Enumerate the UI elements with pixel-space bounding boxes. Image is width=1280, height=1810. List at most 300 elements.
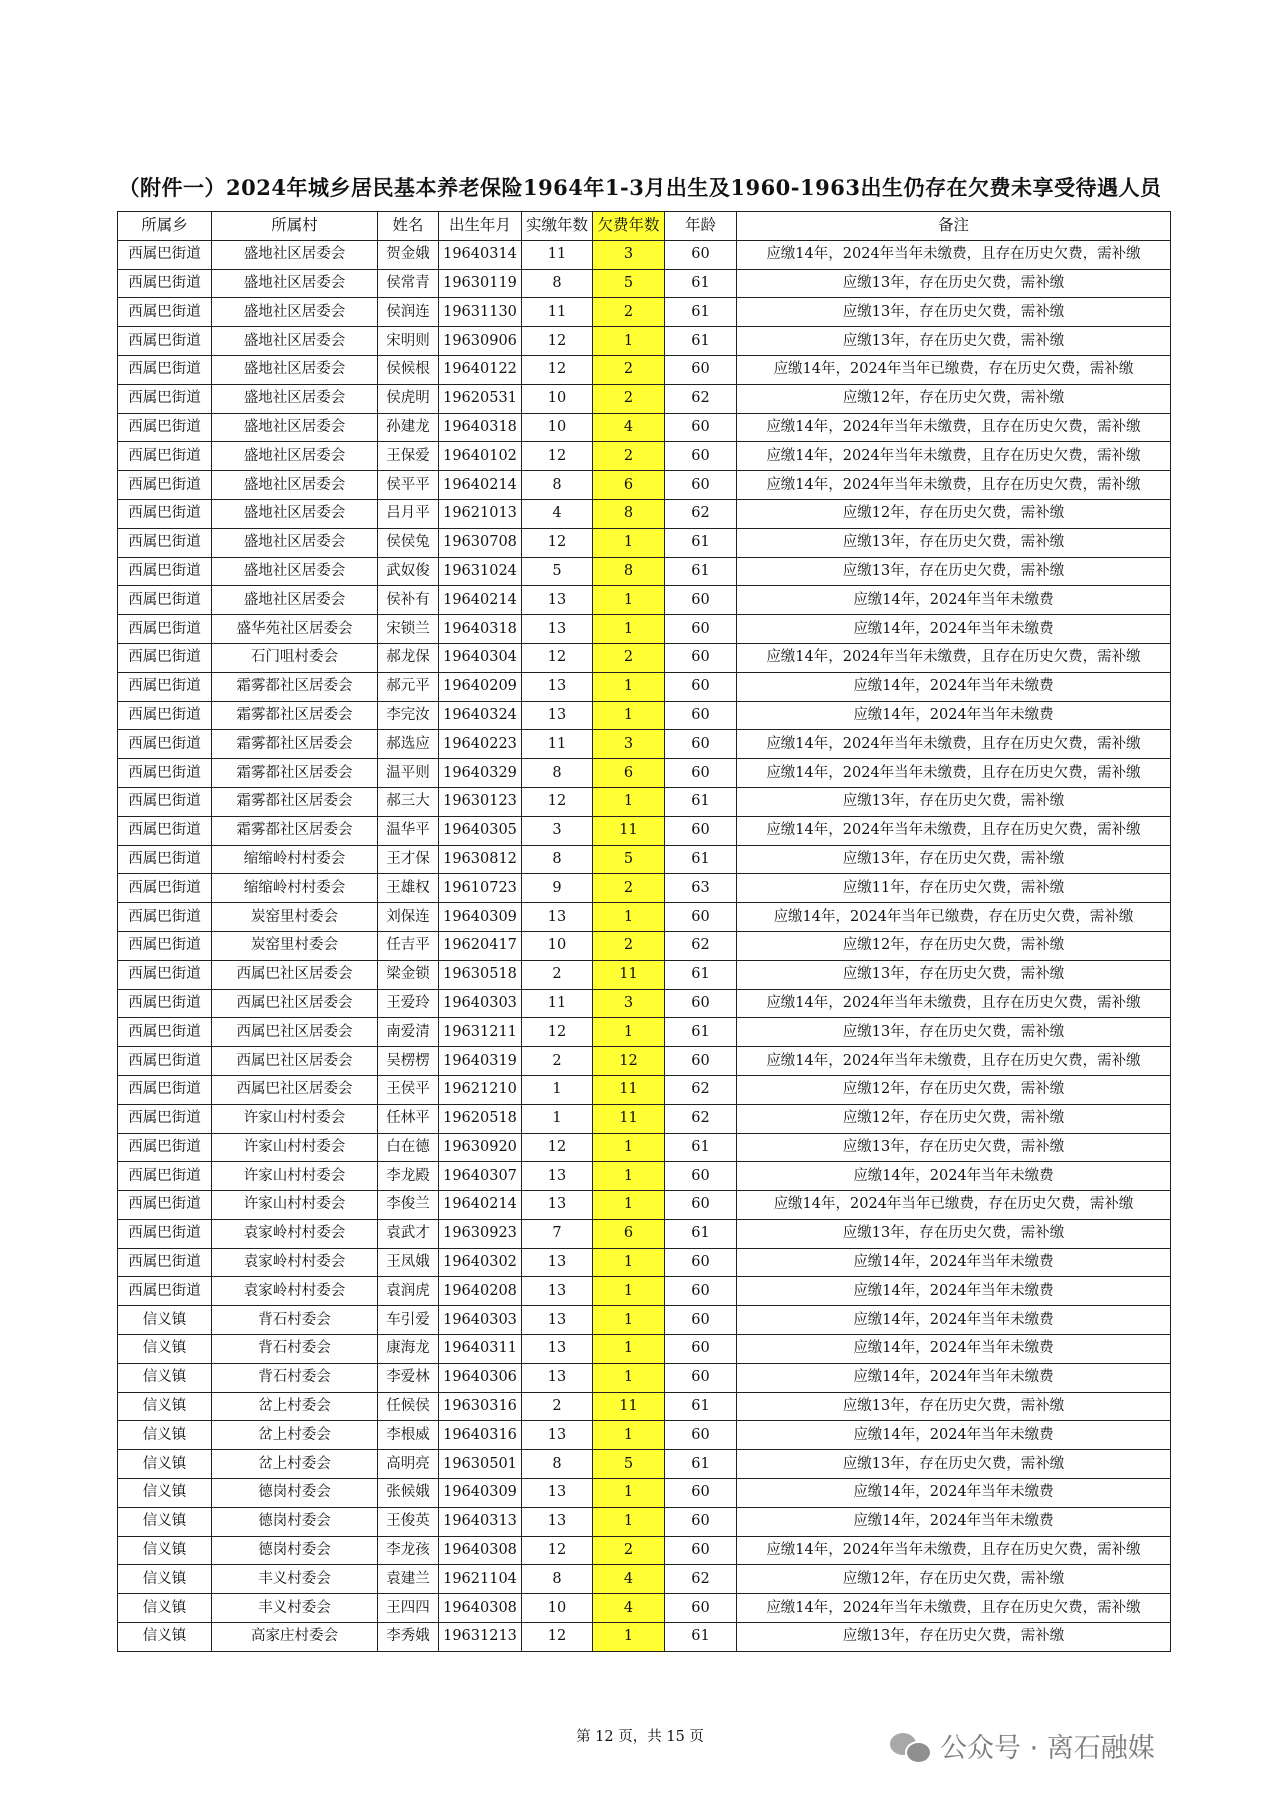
cell-name: 任林平 (378, 1104, 439, 1133)
table-row (118, 787, 1171, 816)
cell-age: 61 (665, 1450, 737, 1479)
cell-age: 62 (665, 1565, 737, 1594)
table-row (118, 1421, 1171, 1450)
cell-birth-date: 19631213 (439, 1623, 522, 1652)
cell-township: 信义镇 (118, 1363, 212, 1392)
header-township: 所属乡 (118, 212, 212, 241)
cell-township: 信义镇 (118, 1392, 212, 1421)
cell-paid-years: 12 (522, 442, 593, 471)
cell-remarks: 应缴14年，2024年当年已缴费，存在历史欠费，需补缴 (737, 1191, 1171, 1220)
cell-village: 霜雾都社区居委会 (212, 672, 378, 701)
cell-paid-years: 11 (522, 730, 593, 759)
cell-age: 60 (665, 1536, 737, 1565)
cell-birth-date: 19630906 (439, 327, 522, 356)
cell-village: 袁家岭村村委会 (212, 1277, 378, 1306)
cell-remarks: 应缴14年，2024年当年未缴费，且存在历史欠费，需补缴 (737, 1536, 1171, 1565)
table-row (118, 1277, 1171, 1306)
cell-birth-date: 19640314 (439, 240, 522, 269)
cell-paid-years: 13 (522, 1162, 593, 1191)
cell-age: 62 (665, 1104, 737, 1133)
cell-township: 西属巴街道 (118, 1047, 212, 1076)
cell-remarks: 应缴13年，存在历史欠费，需补缴 (737, 1018, 1171, 1047)
cell-arrears-years: 11 (593, 816, 665, 845)
cell-village: 岔上村委会 (212, 1392, 378, 1421)
cell-township: 西属巴街道 (118, 672, 212, 701)
table-row (118, 1392, 1171, 1421)
cell-village: 盛地社区居委会 (212, 557, 378, 586)
cell-name: 武奴俊 (378, 557, 439, 586)
cell-name: 王雄权 (378, 874, 439, 903)
cell-remarks: 应缴14年，2024年当年已缴费，存在历史欠费，需补缴 (737, 903, 1171, 932)
cell-age: 61 (665, 787, 737, 816)
cell-name: 李龙孩 (378, 1536, 439, 1565)
cell-arrears-years: 1 (593, 1507, 665, 1536)
cell-arrears-years: 12 (593, 1047, 665, 1076)
cell-arrears-years: 1 (593, 1363, 665, 1392)
cell-village: 霜雾都社区居委会 (212, 787, 378, 816)
cell-age: 60 (665, 1421, 737, 1450)
cell-birth-date: 19640209 (439, 672, 522, 701)
cell-name: 郝元平 (378, 672, 439, 701)
cell-age: 60 (665, 643, 737, 672)
cell-village: 霜雾都社区居委会 (212, 816, 378, 845)
cell-remarks: 应缴13年，存在历史欠费，需补缴 (737, 269, 1171, 298)
cell-birth-date: 19640303 (439, 989, 522, 1018)
table-row (118, 816, 1171, 845)
cell-birth-date: 19631211 (439, 1018, 522, 1047)
table-row (118, 327, 1171, 356)
cell-village: 许家山村村委会 (212, 1104, 378, 1133)
cell-age: 60 (665, 1047, 737, 1076)
cell-name: 郝选应 (378, 730, 439, 759)
cell-township: 信义镇 (118, 1507, 212, 1536)
table-body (118, 240, 1171, 1651)
cell-remarks: 应缴14年，2024年当年未缴费 (737, 1479, 1171, 1508)
cell-township: 西属巴街道 (118, 759, 212, 788)
cell-birth-date: 19640318 (439, 413, 522, 442)
cell-township: 西属巴街道 (118, 1104, 212, 1133)
cell-township: 西属巴街道 (118, 355, 212, 384)
cell-arrears-years: 2 (593, 298, 665, 327)
table-row (118, 1047, 1171, 1076)
cell-remarks: 应缴14年，2024年当年未缴费，且存在历史欠费，需补缴 (737, 730, 1171, 759)
cell-remarks: 应缴12年，存在历史欠费，需补缴 (737, 499, 1171, 528)
cell-arrears-years: 2 (593, 874, 665, 903)
cell-name: 郝三大 (378, 787, 439, 816)
cell-paid-years: 13 (522, 1479, 593, 1508)
cell-name: 侯侯兔 (378, 528, 439, 557)
cell-township: 西属巴街道 (118, 1248, 212, 1277)
table-row (118, 1594, 1171, 1623)
cell-name: 温华平 (378, 816, 439, 845)
cell-birth-date: 19630708 (439, 528, 522, 557)
cell-age: 60 (665, 240, 737, 269)
cell-age: 60 (665, 1248, 737, 1277)
cell-name: 宋明则 (378, 327, 439, 356)
cell-arrears-years: 4 (593, 413, 665, 442)
table-row (118, 845, 1171, 874)
header-arrears-years: 欠费年数 (593, 212, 665, 241)
cell-arrears-years: 6 (593, 471, 665, 500)
cell-arrears-years: 6 (593, 1219, 665, 1248)
cell-name: 王凤娥 (378, 1248, 439, 1277)
table-row (118, 1133, 1171, 1162)
table-row (118, 1248, 1171, 1277)
cell-township: 西属巴街道 (118, 903, 212, 932)
cell-age: 62 (665, 384, 737, 413)
cell-remarks: 应缴13年，存在历史欠费，需补缴 (737, 787, 1171, 816)
cell-age: 62 (665, 931, 737, 960)
cell-birth-date: 19621013 (439, 499, 522, 528)
table-row (118, 759, 1171, 788)
cell-paid-years: 13 (522, 1277, 593, 1306)
table-row (118, 442, 1171, 471)
cell-birth-date: 19640302 (439, 1248, 522, 1277)
cell-birth-date: 19640303 (439, 1306, 522, 1335)
cell-age: 61 (665, 845, 737, 874)
cell-name: 孙建龙 (378, 413, 439, 442)
cell-birth-date: 19630119 (439, 269, 522, 298)
table-row (118, 874, 1171, 903)
table-row (118, 1479, 1171, 1508)
cell-paid-years: 13 (522, 1363, 593, 1392)
cell-birth-date: 19640307 (439, 1162, 522, 1191)
cell-village: 霜雾都社区居委会 (212, 730, 378, 759)
cell-paid-years: 8 (522, 471, 593, 500)
cell-birth-date: 19640214 (439, 1191, 522, 1220)
cell-remarks: 应缴13年，存在历史欠费，需补缴 (737, 1623, 1171, 1652)
cell-village: 袁家岭村村委会 (212, 1248, 378, 1277)
cell-village: 炭窑里村委会 (212, 931, 378, 960)
cell-paid-years: 13 (522, 1306, 593, 1335)
cell-remarks: 应缴14年，2024年当年未缴费，且存在历史欠费，需补缴 (737, 471, 1171, 500)
cell-age: 60 (665, 1479, 737, 1508)
cell-village: 霜雾都社区居委会 (212, 701, 378, 730)
watermark-text: 公众号 · 离石融媒 (940, 1732, 1155, 1764)
cell-paid-years: 8 (522, 269, 593, 298)
cell-paid-years: 11 (522, 240, 593, 269)
cell-birth-date: 19640122 (439, 355, 522, 384)
cell-village: 西属巴社区居委会 (212, 989, 378, 1018)
cell-arrears-years: 8 (593, 499, 665, 528)
cell-paid-years: 10 (522, 384, 593, 413)
cell-paid-years: 8 (522, 1565, 593, 1594)
cell-age: 61 (665, 1219, 737, 1248)
cell-age: 60 (665, 615, 737, 644)
cell-name: 王俊英 (378, 1507, 439, 1536)
cell-village: 德岗村委会 (212, 1507, 378, 1536)
cell-name: 袁建兰 (378, 1565, 439, 1594)
page-number: 第 12 页，共 15 页 (576, 1729, 704, 1745)
cell-birth-date: 19640214 (439, 471, 522, 500)
cell-village: 背石村委会 (212, 1335, 378, 1364)
cell-remarks: 应缴14年，2024年当年未缴费，且存在历史欠费，需补缴 (737, 413, 1171, 442)
cell-paid-years: 11 (522, 989, 593, 1018)
arrears-roster-table (117, 211, 1171, 1652)
table-row (118, 1335, 1171, 1364)
cell-arrears-years: 1 (593, 1133, 665, 1162)
cell-arrears-years: 1 (593, 672, 665, 701)
cell-township: 西属巴街道 (118, 1133, 212, 1162)
cell-paid-years: 13 (522, 1191, 593, 1220)
cell-name: 南爱清 (378, 1018, 439, 1047)
cell-remarks: 应缴14年，2024年当年未缴费，且存在历史欠费，需补缴 (737, 643, 1171, 672)
cell-village: 高家庄村委会 (212, 1623, 378, 1652)
cell-name: 李根威 (378, 1421, 439, 1450)
cell-age: 60 (665, 355, 737, 384)
cell-township: 西属巴街道 (118, 471, 212, 500)
cell-name: 李爱林 (378, 1363, 439, 1392)
cell-age: 63 (665, 874, 737, 903)
cell-village: 盛地社区居委会 (212, 499, 378, 528)
cell-remarks: 应缴12年，存在历史欠费，需补缴 (737, 384, 1171, 413)
cell-remarks: 应缴14年，2024年当年未缴费，且存在历史欠费，需补缴 (737, 759, 1171, 788)
cell-arrears-years: 8 (593, 557, 665, 586)
table-row (118, 960, 1171, 989)
cell-village: 德岗村委会 (212, 1536, 378, 1565)
header-name: 姓名 (378, 212, 439, 241)
table-row (118, 1507, 1171, 1536)
cell-remarks: 应缴14年，2024年当年未缴费 (737, 1248, 1171, 1277)
cell-village: 许家山村村委会 (212, 1133, 378, 1162)
cell-remarks: 应缴13年，存在历史欠费，需补缴 (737, 557, 1171, 586)
cell-township: 西属巴街道 (118, 989, 212, 1018)
cell-birth-date: 19640223 (439, 730, 522, 759)
table-row (118, 528, 1171, 557)
cell-birth-date: 19621104 (439, 1565, 522, 1594)
cell-paid-years: 8 (522, 759, 593, 788)
table-row (118, 701, 1171, 730)
cell-birth-date: 19620518 (439, 1104, 522, 1133)
cell-name: 王才保 (378, 845, 439, 874)
cell-name: 侯常青 (378, 269, 439, 298)
cell-paid-years: 12 (522, 1536, 593, 1565)
cell-birth-date: 19640309 (439, 903, 522, 932)
cell-name: 侯候根 (378, 355, 439, 384)
cell-age: 60 (665, 1594, 737, 1623)
cell-birth-date: 19630920 (439, 1133, 522, 1162)
cell-age: 60 (665, 989, 737, 1018)
cell-name: 袁武才 (378, 1219, 439, 1248)
cell-arrears-years: 11 (593, 1392, 665, 1421)
cell-arrears-years: 1 (593, 1018, 665, 1047)
cell-village: 岔上村委会 (212, 1421, 378, 1450)
cell-remarks: 应缴14年，2024年当年已缴费，存在历史欠费，需补缴 (737, 355, 1171, 384)
cell-age: 60 (665, 759, 737, 788)
cell-name: 李俊兰 (378, 1191, 439, 1220)
cell-township: 信义镇 (118, 1594, 212, 1623)
cell-township: 西属巴街道 (118, 298, 212, 327)
cell-birth-date: 19630812 (439, 845, 522, 874)
cell-age: 60 (665, 442, 737, 471)
cell-paid-years: 8 (522, 1450, 593, 1479)
cell-township: 西属巴街道 (118, 931, 212, 960)
table-row (118, 499, 1171, 528)
cell-remarks: 应缴12年，存在历史欠费，需补缴 (737, 931, 1171, 960)
cell-paid-years: 10 (522, 931, 593, 960)
cell-arrears-years: 11 (593, 1075, 665, 1104)
cell-township: 西属巴街道 (118, 499, 212, 528)
cell-arrears-years: 1 (593, 327, 665, 356)
cell-remarks: 应缴14年，2024年当年未缴费 (737, 615, 1171, 644)
cell-birth-date: 19630518 (439, 960, 522, 989)
cell-name: 王保爱 (378, 442, 439, 471)
cell-village: 缩缩岭村村委会 (212, 845, 378, 874)
cell-name: 宋锁兰 (378, 615, 439, 644)
table-row (118, 643, 1171, 672)
cell-remarks: 应缴14年，2024年当年未缴费 (737, 1421, 1171, 1450)
cell-village: 盛地社区居委会 (212, 355, 378, 384)
table-row (118, 557, 1171, 586)
cell-township: 西属巴街道 (118, 1018, 212, 1047)
table-row (118, 1565, 1171, 1594)
cell-birth-date: 19640316 (439, 1421, 522, 1450)
cell-paid-years: 11 (522, 298, 593, 327)
cell-township: 西属巴街道 (118, 816, 212, 845)
cell-age: 62 (665, 499, 737, 528)
cell-name: 李完汝 (378, 701, 439, 730)
cell-name: 李龙殿 (378, 1162, 439, 1191)
cell-village: 盛地社区居委会 (212, 442, 378, 471)
cell-village: 西属巴社区居委会 (212, 1047, 378, 1076)
page-title: （附件一）2024年城乡居民基本养老保险1964年1-3月出生及1960-1963出生仍存在欠费未享受待遇人员 (118, 175, 1162, 200)
cell-township: 西属巴街道 (118, 413, 212, 442)
cell-remarks: 应缴14年，2024年当年未缴费 (737, 1507, 1171, 1536)
cell-name: 吕月平 (378, 499, 439, 528)
cell-paid-years: 5 (522, 557, 593, 586)
cell-township: 西属巴街道 (118, 1162, 212, 1191)
cell-remarks: 应缴12年，存在历史欠费，需补缴 (737, 1075, 1171, 1104)
cell-name: 侯润连 (378, 298, 439, 327)
cell-village: 盛地社区居委会 (212, 240, 378, 269)
cell-township: 信义镇 (118, 1536, 212, 1565)
table-row (118, 1219, 1171, 1248)
cell-name: 车引爱 (378, 1306, 439, 1335)
cell-village: 许家山村村委会 (212, 1191, 378, 1220)
cell-township: 西属巴街道 (118, 1191, 212, 1220)
cell-paid-years: 13 (522, 615, 593, 644)
cell-arrears-years: 1 (593, 1162, 665, 1191)
wechat-official-account-icon (890, 1729, 930, 1761)
cell-arrears-years: 2 (593, 442, 665, 471)
cell-remarks: 应缴14年，2024年当年未缴费 (737, 1363, 1171, 1392)
cell-name: 高明亮 (378, 1450, 439, 1479)
cell-village: 西属巴社区居委会 (212, 1075, 378, 1104)
cell-age: 60 (665, 1507, 737, 1536)
cell-arrears-years: 2 (593, 384, 665, 413)
cell-township: 西属巴街道 (118, 701, 212, 730)
cell-remarks: 应缴13年，存在历史欠费，需补缴 (737, 1450, 1171, 1479)
table-row (118, 586, 1171, 615)
cell-name: 侯平平 (378, 471, 439, 500)
table-row (118, 1191, 1171, 1220)
header-paid-years: 实缴年数 (522, 212, 593, 241)
cell-arrears-years: 1 (593, 586, 665, 615)
cell-name: 王侯平 (378, 1075, 439, 1104)
cell-age: 60 (665, 1277, 737, 1306)
cell-arrears-years: 1 (593, 1248, 665, 1277)
cell-village: 盛地社区居委会 (212, 384, 378, 413)
cell-age: 60 (665, 1162, 737, 1191)
cell-arrears-years: 1 (593, 903, 665, 932)
cell-age: 61 (665, 269, 737, 298)
cell-paid-years: 12 (522, 327, 593, 356)
cell-village: 许家山村村委会 (212, 1162, 378, 1191)
cell-arrears-years: 5 (593, 845, 665, 874)
cell-village: 西属巴社区居委会 (212, 1018, 378, 1047)
cell-name: 任候侯 (378, 1392, 439, 1421)
cell-birth-date: 19640308 (439, 1594, 522, 1623)
cell-township: 信义镇 (118, 1306, 212, 1335)
cell-village: 盛地社区居委会 (212, 413, 378, 442)
cell-birth-date: 19620531 (439, 384, 522, 413)
cell-age: 60 (665, 816, 737, 845)
table-row (118, 931, 1171, 960)
cell-village: 石门咀村委会 (212, 643, 378, 672)
cell-remarks: 应缴14年，2024年当年未缴费 (737, 1162, 1171, 1191)
cell-age: 61 (665, 1018, 737, 1047)
table-row (118, 269, 1171, 298)
header-village: 所属村 (212, 212, 378, 241)
cell-township: 西属巴街道 (118, 240, 212, 269)
cell-arrears-years: 1 (593, 701, 665, 730)
cell-township: 西属巴街道 (118, 384, 212, 413)
cell-age: 61 (665, 960, 737, 989)
cell-paid-years: 13 (522, 586, 593, 615)
cell-remarks: 应缴13年，存在历史欠费，需补缴 (737, 960, 1171, 989)
table-row (118, 615, 1171, 644)
cell-age: 60 (665, 701, 737, 730)
cell-arrears-years: 11 (593, 960, 665, 989)
table-row (118, 1363, 1171, 1392)
cell-arrears-years: 4 (593, 1594, 665, 1623)
cell-paid-years: 13 (522, 1507, 593, 1536)
cell-arrears-years: 1 (593, 615, 665, 644)
cell-village: 炭窑里村委会 (212, 903, 378, 932)
table-row (118, 240, 1171, 269)
cell-township: 信义镇 (118, 1479, 212, 1508)
cell-paid-years: 3 (522, 816, 593, 845)
cell-village: 盛地社区居委会 (212, 327, 378, 356)
cell-remarks: 应缴14年，2024年当年未缴费，且存在历史欠费，需补缴 (737, 1047, 1171, 1076)
cell-village: 盛地社区居委会 (212, 298, 378, 327)
cell-birth-date: 19630123 (439, 787, 522, 816)
cell-village: 霜雾都社区居委会 (212, 759, 378, 788)
cell-township: 西属巴街道 (118, 960, 212, 989)
cell-township: 西属巴街道 (118, 1075, 212, 1104)
cell-arrears-years: 3 (593, 730, 665, 759)
cell-paid-years: 12 (522, 1623, 593, 1652)
cell-remarks: 应缴14年，2024年当年未缴费 (737, 1335, 1171, 1364)
cell-remarks: 应缴11年，存在历史欠费，需补缴 (737, 874, 1171, 903)
cell-paid-years: 2 (522, 1047, 593, 1076)
cell-name: 梁金锁 (378, 960, 439, 989)
cell-birth-date: 19640214 (439, 586, 522, 615)
cell-arrears-years: 1 (593, 787, 665, 816)
cell-age: 60 (665, 413, 737, 442)
table-row (118, 1450, 1171, 1479)
cell-birth-date: 19640308 (439, 1536, 522, 1565)
cell-name: 温平则 (378, 759, 439, 788)
cell-remarks: 应缴14年，2024年当年未缴费，且存在历史欠费，需补缴 (737, 240, 1171, 269)
cell-birth-date: 19631024 (439, 557, 522, 586)
cell-township: 西属巴街道 (118, 442, 212, 471)
cell-age: 61 (665, 327, 737, 356)
cell-township: 信义镇 (118, 1335, 212, 1364)
cell-birth-date: 19640208 (439, 1277, 522, 1306)
cell-paid-years: 12 (522, 355, 593, 384)
cell-arrears-years: 1 (593, 1421, 665, 1450)
